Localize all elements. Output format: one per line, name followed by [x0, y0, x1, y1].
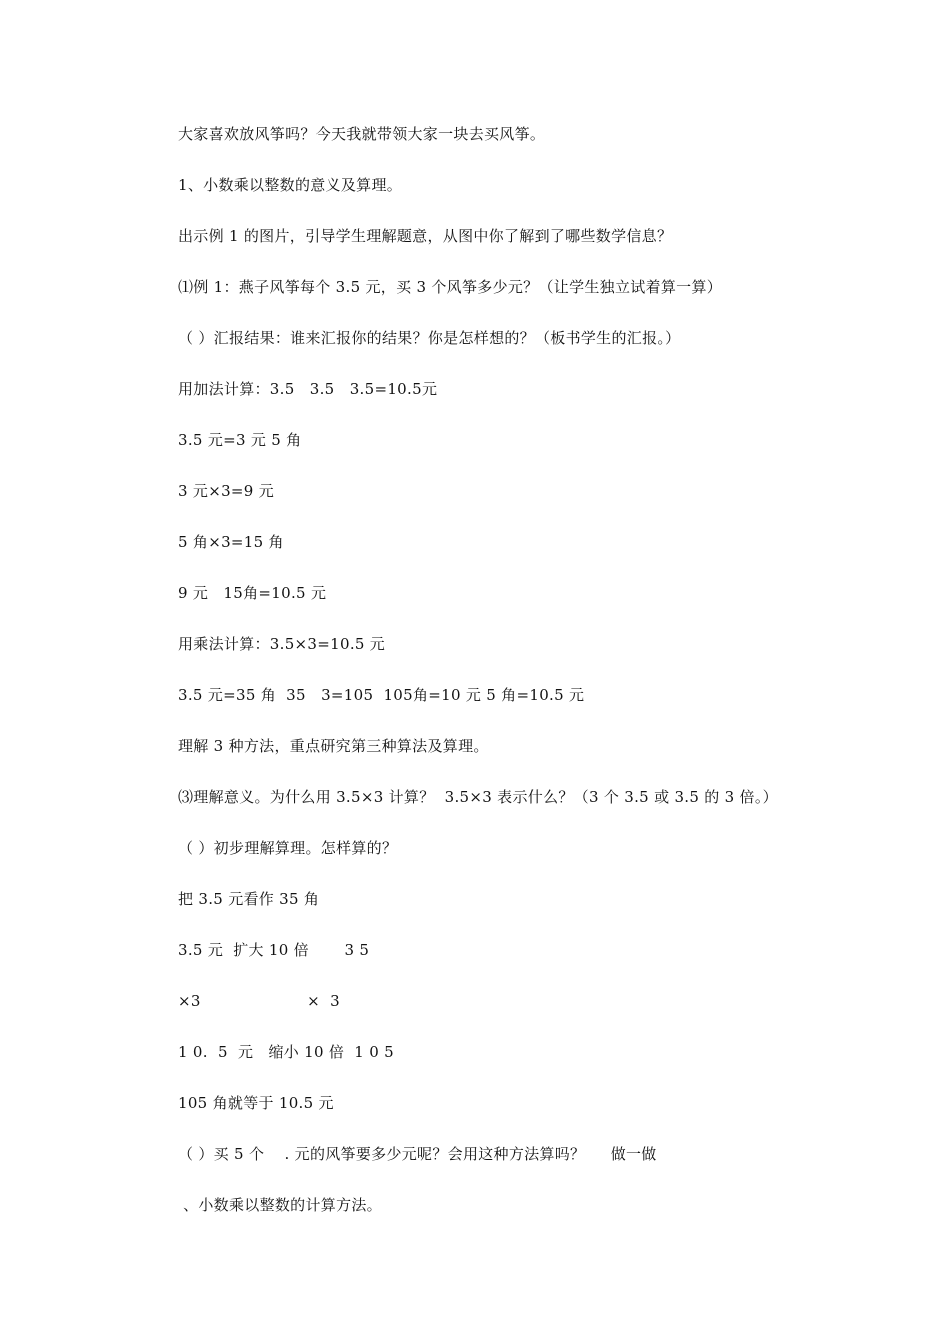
text-line-6: 用加法计算：3.5 3.5 3.5=10.5元 — [178, 380, 438, 398]
text-line-11: 用乘法计算：3.5×3=10.5 元 — [178, 635, 386, 653]
text-line-13: 理解 3 种方法，重点研究第三种算法及算理。 — [178, 737, 489, 755]
text-line-17: 3.5 元 扩大 10 倍 3 5 — [178, 941, 370, 959]
text-line-21: （ ）买 5 个 . 元的风筝要多少元呢？会用这种方法算吗？ 做一做 — [178, 1145, 657, 1163]
text-line-18: ×3 × 3 — [178, 992, 340, 1010]
text-line-14: ⑶理解意义。为什么用 3.5×3 计算？ 3.5×3 表示什么？（3 个 3.5 或 3.5 的 3 倍。） — [178, 788, 778, 806]
text-line-5: （ ）汇报结果：谁来汇报你的结果？你是怎样想的？（板书学生的汇报。） — [178, 329, 681, 347]
text-line-8: 3 元×3=9 元 — [178, 482, 275, 500]
text-line-20: 105 角就等于 10.5 元 — [178, 1094, 334, 1112]
text-line-3: 出示例 1 的图片，引导学生理解题意，从图中你了解到了哪些数学信息？ — [178, 227, 673, 245]
text-line-4: ⑴例 1：燕子风筝每个 3.5 元，买 3 个风筝多少元？（让学生独立试着算一算） — [178, 278, 723, 296]
text-line-7: 3.5 元=3 元 5 角 — [178, 431, 302, 449]
text-line-2: 1、小数乘以整数的意义及算理。 — [178, 176, 403, 194]
text-line-22: 、小数乘以整数的计算方法。 — [178, 1196, 382, 1214]
text-line-19: 1 0. 5 元 缩小 10 倍 1 0 5 — [178, 1043, 394, 1061]
text-line-16: 把 3.5 元看作 35 角 — [178, 890, 320, 908]
text-line-12: 3.5 元=35 角 35 3=105 105角=10 元 5 角=10.5 元 — [178, 686, 585, 704]
text-line-9: 5 角×3=15 角 — [178, 533, 284, 551]
text-line-10: 9 元 15角=10.5 元 — [178, 584, 327, 602]
text-line-1: 大家喜欢放风筝吗？今天我就带领大家一块去买风筝。 — [178, 125, 546, 143]
text-line-15: （ ）初步理解算理。怎样算的？ — [178, 839, 398, 857]
